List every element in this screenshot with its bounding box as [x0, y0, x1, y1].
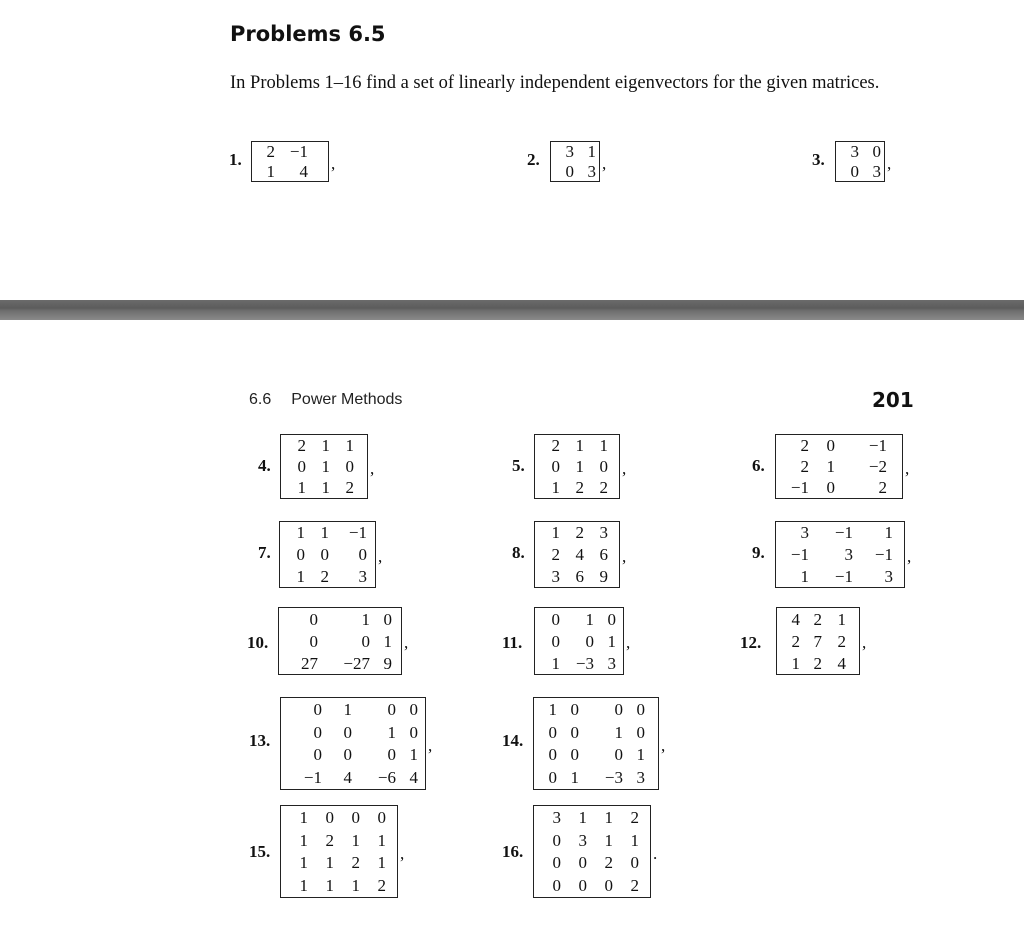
- matrix-entry: 0: [826, 478, 835, 497]
- matrix-entry: 1: [636, 745, 645, 765]
- matrix-entry: 1: [351, 876, 360, 896]
- matrix-entry: 6: [575, 566, 584, 586]
- matrix-entry: 1: [578, 807, 587, 827]
- problem-number: 3.: [812, 150, 825, 169]
- matrix-entry: 2: [878, 478, 887, 497]
- matrix-entry: 2: [320, 566, 329, 586]
- matrix-entry: 1: [630, 830, 639, 850]
- matrix-entry: 1: [351, 830, 360, 850]
- matrix-entry: 0: [570, 745, 579, 765]
- matrix: [278, 607, 402, 675]
- problem-number: 5.: [512, 456, 525, 475]
- matrix-entry: 1: [296, 523, 305, 543]
- problem-number: 10.: [247, 633, 269, 652]
- matrix-entry: 0: [296, 544, 305, 564]
- matrix-entry: 1: [587, 142, 596, 162]
- matrix-entry: 0: [607, 609, 616, 629]
- matrix-punctuation: ,: [661, 735, 666, 755]
- matrix-entry: 0: [309, 631, 318, 651]
- matrix: [534, 521, 620, 588]
- matrix-entry: 2: [630, 807, 639, 827]
- matrix-punctuation: ,: [331, 153, 336, 173]
- matrix-entry: 2: [345, 478, 354, 497]
- problem-number: 1.: [229, 150, 242, 169]
- matrix-entry: 1: [321, 478, 330, 497]
- matrix-entry: 1: [377, 853, 386, 873]
- matrix-entry: −1: [868, 436, 887, 455]
- matrix-entry: 2: [575, 478, 584, 497]
- matrix-entry: 3: [565, 142, 574, 162]
- matrix-entry: 1: [343, 699, 352, 719]
- matrix-entry: 0: [850, 161, 859, 181]
- matrix-punctuation: .: [653, 843, 658, 863]
- matrix-entry: 1: [599, 436, 608, 455]
- running-head-section-title: Power Methods: [291, 391, 403, 408]
- matrix-entry: 0: [351, 807, 360, 827]
- matrix-entry: −1: [790, 478, 809, 497]
- matrix-entry: 1: [884, 523, 893, 543]
- matrix-entry: 4: [837, 653, 846, 673]
- problem-number: 6.: [752, 456, 765, 475]
- matrix-entry: 0: [565, 161, 574, 181]
- matrix-entry: 0: [320, 544, 329, 564]
- matrix-entry: −2: [868, 457, 887, 476]
- matrix-entry: 1: [409, 745, 418, 765]
- matrix-entry: 1: [614, 722, 623, 742]
- matrix-entry: 0: [570, 722, 579, 742]
- problem-number: 9.: [752, 543, 765, 562]
- matrix-entry: 0: [636, 699, 645, 719]
- matrix: [251, 141, 329, 182]
- matrix-entry: −3: [575, 653, 594, 673]
- matrix-entry: 1: [320, 523, 329, 543]
- matrix: [534, 607, 624, 675]
- matrix-entry: 2: [630, 876, 639, 896]
- matrix-entry: 2: [599, 478, 608, 497]
- matrix-entry: 2: [266, 142, 275, 162]
- matrix-entry: 4: [343, 768, 352, 788]
- matrix-punctuation: ,: [626, 633, 631, 652]
- matrix-entry: 0: [604, 876, 613, 896]
- matrix-entry: 3: [551, 566, 560, 586]
- matrix-entry: 1: [575, 436, 584, 455]
- matrix-entry: 0: [313, 699, 322, 719]
- matrix-entry: 0: [636, 722, 645, 742]
- problem-number: 2.: [527, 150, 540, 169]
- matrix-entry: 0: [599, 457, 608, 476]
- matrix-entry: 3: [607, 653, 616, 673]
- matrix-entry: 1: [297, 478, 306, 497]
- matrix-entry: 9: [599, 566, 608, 586]
- matrix-entry: 1: [604, 807, 613, 827]
- page-divider: [0, 300, 1024, 320]
- matrix-entry: 2: [800, 457, 809, 476]
- matrix-punctuation: ,: [622, 546, 627, 566]
- matrix-entry: 2: [351, 853, 360, 873]
- matrix-punctuation: ,: [370, 458, 375, 478]
- matrix-entry: 2: [791, 631, 800, 651]
- matrix-entry: 0: [570, 699, 579, 719]
- matrix-entry: −1: [289, 142, 308, 162]
- matrix-entry: 2: [575, 523, 584, 543]
- matrix-entry: 1: [299, 876, 308, 896]
- matrix-entry: 4: [299, 161, 308, 181]
- matrix-entry: 0: [548, 722, 557, 742]
- matrix-entry: 0: [578, 853, 587, 873]
- matrix-entry: 1: [387, 722, 396, 742]
- matrix-entry: 0: [343, 745, 352, 765]
- matrix-entry: 2: [837, 631, 846, 651]
- matrix-entry: 2: [297, 436, 306, 455]
- matrix-entry: 0: [552, 853, 561, 873]
- matrix-entry: 3: [884, 566, 893, 586]
- matrix-entry: 0: [358, 544, 367, 564]
- matrix-entry: 3: [552, 807, 561, 827]
- matrix-entry: −1: [790, 544, 809, 564]
- matrix-entry: −1: [834, 523, 853, 543]
- matrix-punctuation: ,: [622, 458, 627, 478]
- problem-number: 16.: [502, 842, 524, 861]
- matrix: [775, 521, 905, 588]
- matrix-entry: 1: [575, 457, 584, 476]
- matrix-punctuation: ,: [862, 633, 867, 652]
- page-number: 201: [872, 388, 914, 412]
- matrix-entry: −27: [343, 653, 370, 673]
- matrix: [533, 805, 651, 898]
- matrix-entry: 1: [299, 830, 308, 850]
- matrix-entry: 0: [377, 807, 386, 827]
- matrix: [835, 141, 885, 182]
- matrix-entry: 1: [361, 609, 370, 629]
- matrix: [533, 697, 659, 790]
- matrix-entry: 0: [551, 609, 560, 629]
- matrix-entry: −1: [348, 523, 367, 543]
- problem-number: 12.: [740, 633, 762, 652]
- matrix-entry: 0: [297, 457, 306, 476]
- matrix-entry: 1: [296, 566, 305, 586]
- matrix-entry: 0: [313, 722, 322, 742]
- matrix-entry: 0: [345, 457, 354, 476]
- matrix-punctuation: ,: [404, 633, 409, 652]
- matrix-entry: 3: [800, 523, 809, 543]
- matrix-entry: 1: [383, 631, 392, 651]
- problem-number: 14.: [502, 731, 524, 750]
- matrix-entry: 1: [266, 161, 275, 181]
- matrix-entry: 3: [636, 768, 645, 788]
- section-title: Problems 6.5: [230, 22, 386, 46]
- matrix-entry: 0: [343, 722, 352, 742]
- matrix-entry: 0: [309, 609, 318, 629]
- matrix-entry: 4: [409, 768, 418, 788]
- matrix-entry: 1: [325, 853, 334, 873]
- matrix-punctuation: ,: [602, 153, 607, 173]
- matrix-entry: 1: [321, 457, 330, 476]
- matrix-entry: 0: [387, 745, 396, 765]
- matrix-entry: 0: [551, 457, 560, 476]
- matrix-entry: −3: [604, 768, 623, 788]
- matrix-entry: 3: [358, 566, 367, 586]
- problem-number: 4.: [258, 456, 271, 475]
- problem-number: 13.: [249, 731, 271, 750]
- matrix: [280, 434, 368, 499]
- matrix-entry: 1: [585, 609, 594, 629]
- matrix-entry: 1: [570, 768, 579, 788]
- matrix-entry: 2: [813, 609, 822, 629]
- matrix-entry: 27: [301, 653, 318, 673]
- matrix-entry: 1: [826, 457, 835, 476]
- matrix-entry: 4: [575, 544, 584, 564]
- matrix-punctuation: ,: [905, 458, 910, 478]
- matrix-entry: 1: [325, 876, 334, 896]
- matrix-entry: 0: [383, 609, 392, 629]
- running-head: [249, 391, 402, 409]
- matrix-punctuation: ,: [400, 843, 405, 863]
- matrix-entry: 0: [361, 631, 370, 651]
- matrix-entry: 2: [551, 544, 560, 564]
- matrix-entry: 1: [791, 653, 800, 673]
- problem-number: 11.: [502, 633, 523, 652]
- matrix-entry: 0: [551, 631, 560, 651]
- matrix-entry: −6: [377, 768, 396, 788]
- matrix-entry: 0: [313, 745, 322, 765]
- problems-intro: In Problems 1–16 find a set of linearly independent eigenvectors for the given matrices.: [230, 73, 880, 93]
- matrix-entry: 2: [604, 853, 613, 873]
- matrix-entry: 3: [844, 544, 853, 564]
- matrix: [776, 607, 860, 675]
- matrix-entry: 0: [409, 722, 418, 742]
- problem-number: 7.: [258, 543, 271, 562]
- matrix: [280, 805, 398, 898]
- matrix-entry: 1: [607, 631, 616, 651]
- matrix-entry: 0: [585, 631, 594, 651]
- matrix-entry: −1: [303, 768, 322, 788]
- matrix-entry: 2: [800, 436, 809, 455]
- matrix-entry: 0: [548, 745, 557, 765]
- matrix-entry: 1: [345, 436, 354, 455]
- matrix: [550, 141, 600, 182]
- matrix-punctuation: ,: [378, 546, 383, 566]
- matrix: [280, 697, 426, 790]
- matrix-entry: 0: [614, 745, 623, 765]
- matrix-entry: 0: [325, 807, 334, 827]
- matrix-entry: 0: [614, 699, 623, 719]
- matrix-entry: 3: [599, 523, 608, 543]
- matrix-entry: 2: [551, 436, 560, 455]
- matrix-entry: 0: [552, 830, 561, 850]
- matrix: [279, 521, 376, 588]
- matrix-entry: 0: [548, 768, 557, 788]
- matrix-entry: 0: [387, 699, 396, 719]
- matrix-entry: 0: [872, 142, 881, 162]
- matrix-entry: 2: [325, 830, 334, 850]
- matrix-entry: 0: [552, 876, 561, 896]
- matrix-entry: 1: [551, 653, 560, 673]
- matrix: [534, 434, 620, 499]
- matrix-entry: 1: [377, 830, 386, 850]
- matrix-entry: 7: [813, 631, 822, 651]
- matrix-entry: 1: [604, 830, 613, 850]
- matrix-entry: −1: [834, 566, 853, 586]
- matrix-entry: 1: [548, 699, 557, 719]
- matrix-entry: 3: [850, 142, 859, 162]
- matrix-entry: 3: [872, 161, 881, 181]
- matrix-entry: 4: [791, 609, 800, 629]
- matrix-entry: 1: [800, 566, 809, 586]
- matrix: [775, 434, 903, 499]
- matrix-entry: 0: [409, 699, 418, 719]
- matrix-entry: 1: [551, 523, 560, 543]
- matrix-punctuation: ,: [907, 546, 912, 566]
- matrix-entry: −1: [874, 544, 893, 564]
- matrix-entry: 1: [551, 478, 560, 497]
- matrix-punctuation: ,: [428, 735, 433, 755]
- matrix-entry: 1: [299, 853, 308, 873]
- matrix-entry: 1: [837, 609, 846, 629]
- matrix-entry: 9: [383, 653, 392, 673]
- problem-number: 8.: [512, 543, 525, 562]
- matrix-entry: 6: [599, 544, 608, 564]
- running-head-section-number: 6.6: [249, 391, 272, 408]
- matrix-entry: 2: [813, 653, 822, 673]
- matrix-entry: 3: [578, 830, 587, 850]
- matrix-punctuation: ,: [887, 153, 892, 173]
- matrix-entry: 0: [630, 853, 639, 873]
- matrix-entry: 1: [321, 436, 330, 455]
- matrix-entry: 3: [587, 161, 596, 181]
- problem-number: 15.: [249, 842, 271, 861]
- matrix-entry: 0: [826, 436, 835, 455]
- matrix-entry: 0: [578, 876, 587, 896]
- matrix-entry: 2: [377, 876, 386, 896]
- matrix-entry: 1: [299, 807, 308, 827]
